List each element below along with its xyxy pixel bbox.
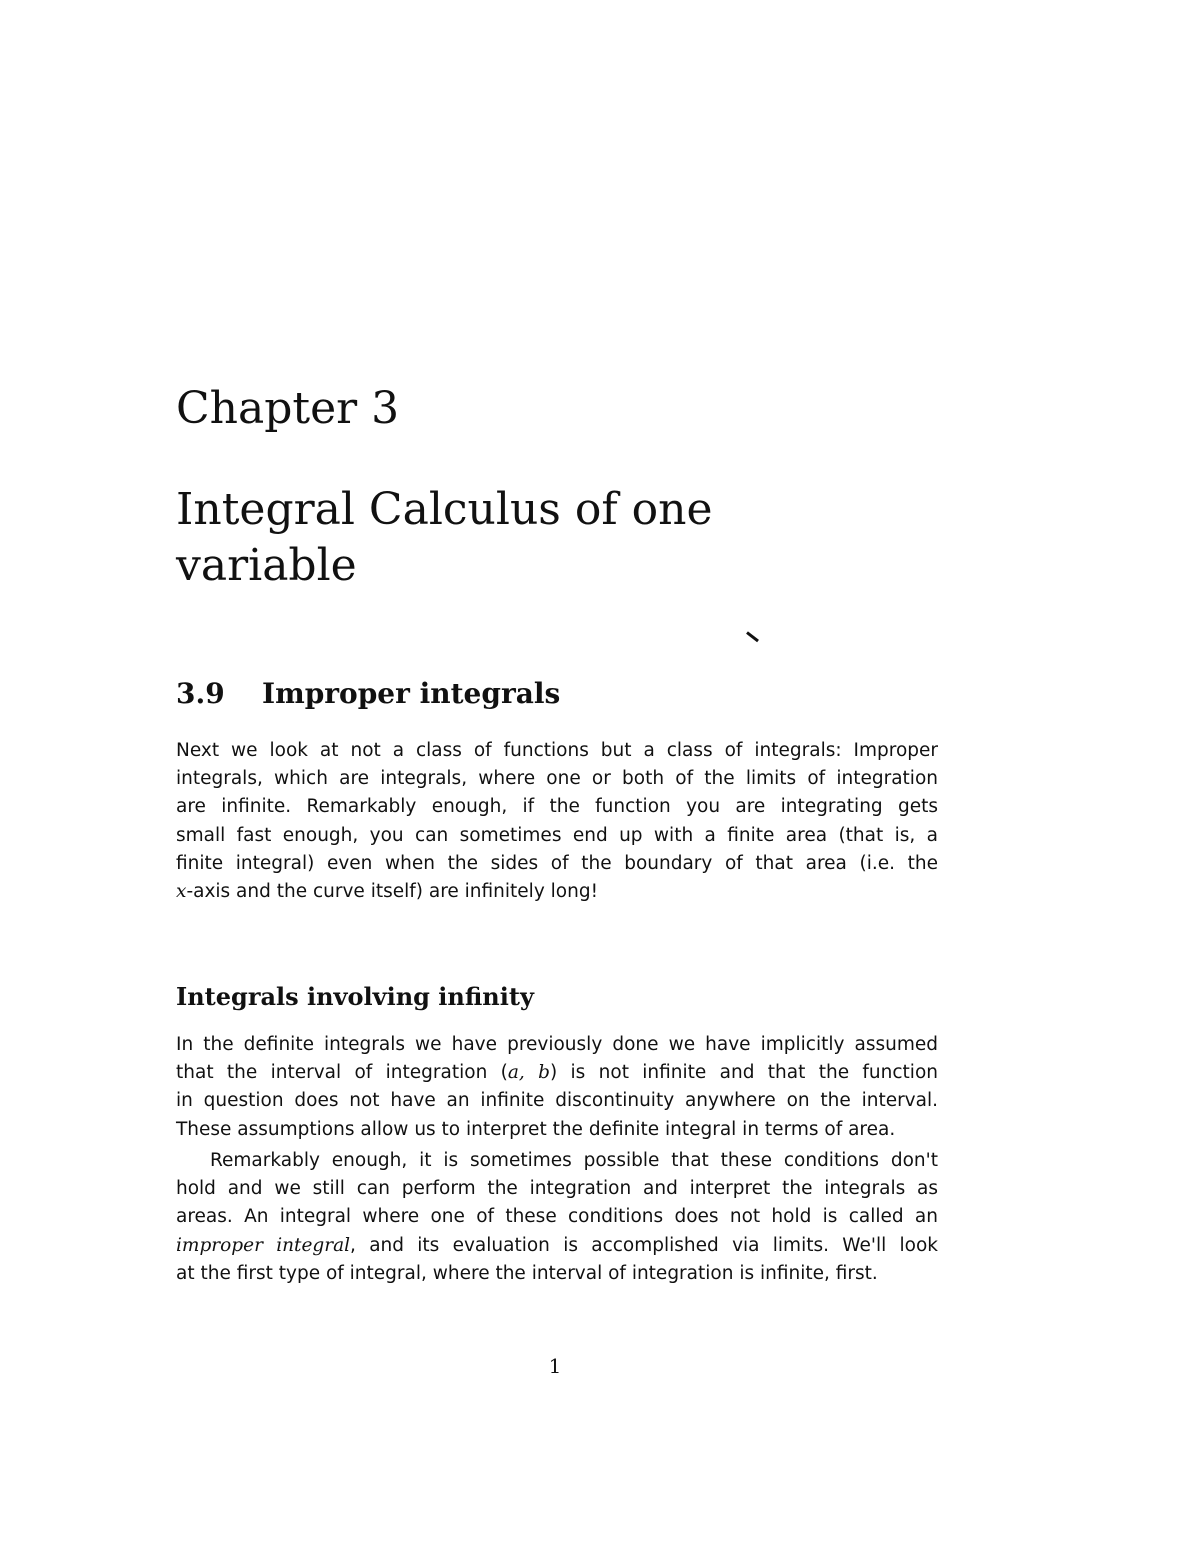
section-number: 3.9 [176,677,225,710]
intro-line [176,878,938,906]
body-line: Remarkably enough, it is sometimes possible that these conditions don't [210,1150,938,1171]
subsection-paragraph-1 [176,1031,938,1144]
body-line: hold and we still can perform the integration and interpret the integrals as [176,1178,938,1200]
body-line [176,1059,938,1087]
intro-line: integrals, which are integrals, where one or both of the limits of integration [176,768,938,790]
intro-line: are infinite. Remarkably enough, if the function you are integrating gets [176,796,938,818]
stray-mark [746,631,759,642]
body-line: These assumptions allow us to interpret the definite integral in terms of area. [176,1118,896,1140]
intro-line-text: -axis and the curve itself) are infinitely long! [186,881,598,903]
body-line-text: that the interval of integration ( [176,1062,508,1084]
body-line-text: , and its evaluation is accomplished via limits. We'll look [350,1234,938,1256]
chapter-title: Integral Calculus of one variable [176,484,713,591]
math-interval: a, b [507,1062,550,1084]
section-heading [176,674,560,714]
section-title: Improper integrals [262,677,561,710]
body-line-text: ) is not infinite and that the function [549,1062,938,1084]
body-line: areas. An integral where one of these conditions does not hold is called an [176,1206,938,1228]
body-line: In the definite integrals we have previously done we have implicitly assumed [176,1034,938,1055]
math-variable: x [176,881,187,903]
page-number: 1 [548,1354,562,1378]
emphasized-term: improper integral [176,1234,351,1256]
intro-line: finite integral) even when the sides of the boundary of that area (i.e. the [176,852,938,874]
body-line: at the first type of integral, where the interval of integration is infinite, first. [176,1262,878,1284]
body-line: in question does not have an infinite discontinuity anywhere on the interval. [176,1090,938,1112]
intro-line: small fast enough, you can sometimes end up with a finite area (that is, a [176,824,938,846]
body-line [176,1232,938,1260]
chapter-label: Chapter 3 [176,383,400,434]
subsection-heading: Integrals involving infinity [176,982,534,1011]
intro-line: Next we look at not a class of functions but a class of integrals: Improper [176,740,938,761]
section-intro-paragraph [176,737,938,906]
subsection-paragraph-2 [176,1147,938,1288]
